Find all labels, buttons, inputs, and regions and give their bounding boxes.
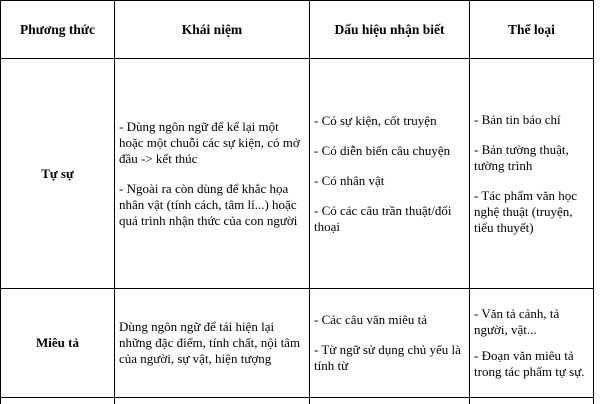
sign-text: - Có sự kiện, cốt truyện	[314, 113, 465, 129]
table-row	[1, 59, 594, 289]
genre-text: - Văn tả cảnh, tả người, vật...	[474, 306, 589, 338]
signs-cell	[310, 289, 470, 398]
empty-cell	[1, 398, 115, 404]
table-row	[1, 289, 594, 398]
header-signs: Dấu hiệu nhận biết	[310, 1, 470, 59]
method-cell: Miêu tả	[1, 289, 115, 398]
genre-cell	[470, 59, 594, 289]
genre-text: - Bản tường thuật, tường trình	[474, 142, 589, 174]
concept-cell	[115, 59, 310, 289]
concept-text: - Dùng ngôn ngữ để kể lại một hoặc một chuỗi các sự kiện, có mở đầu -> kết thúc	[119, 119, 305, 167]
empty-cell	[115, 398, 310, 404]
sign-text: - Có diễn biến câu chuyện	[314, 143, 465, 159]
concept-text: - Ngoài ra còn dùng để khắc họa nhân vật (tính cách, tâm lí...) hoặc quá trình nhận thức của con người	[119, 181, 305, 229]
sign-text: - Có nhân vật	[314, 173, 465, 189]
sign-text: - Từ ngữ sử dụng chủ yếu là tính từ	[314, 342, 465, 374]
genre-text: - Tác phẩm văn học nghệ thuật (truyện, tiểu thuyết)	[474, 188, 589, 236]
signs-cell	[310, 59, 470, 289]
sign-text: - Có các câu trần thuật/đối thoại	[314, 203, 465, 235]
header-concept: Khái niệm	[115, 1, 310, 59]
genre-text: - Đoạn văn miêu tả trong tác phẩm tự sự.	[474, 348, 589, 380]
header-row	[1, 1, 594, 59]
sign-text: - Các câu văn miêu tả	[314, 312, 465, 328]
table-row	[1, 398, 594, 404]
empty-cell	[470, 398, 594, 404]
header-genre: Thể loại	[470, 1, 594, 59]
genre-cell	[470, 289, 594, 398]
empty-cell	[310, 398, 470, 404]
genre-text: - Bản tin báo chí	[474, 112, 589, 128]
concept-cell	[115, 289, 310, 398]
concept-text: Dùng ngôn ngữ để tái hiện lại những đặc điểm, tính chất, nội tâm của người, sự vật, hiện tượng	[119, 319, 305, 367]
header-method: Phương thức	[1, 1, 115, 59]
method-cell: Tự sự	[1, 59, 115, 289]
